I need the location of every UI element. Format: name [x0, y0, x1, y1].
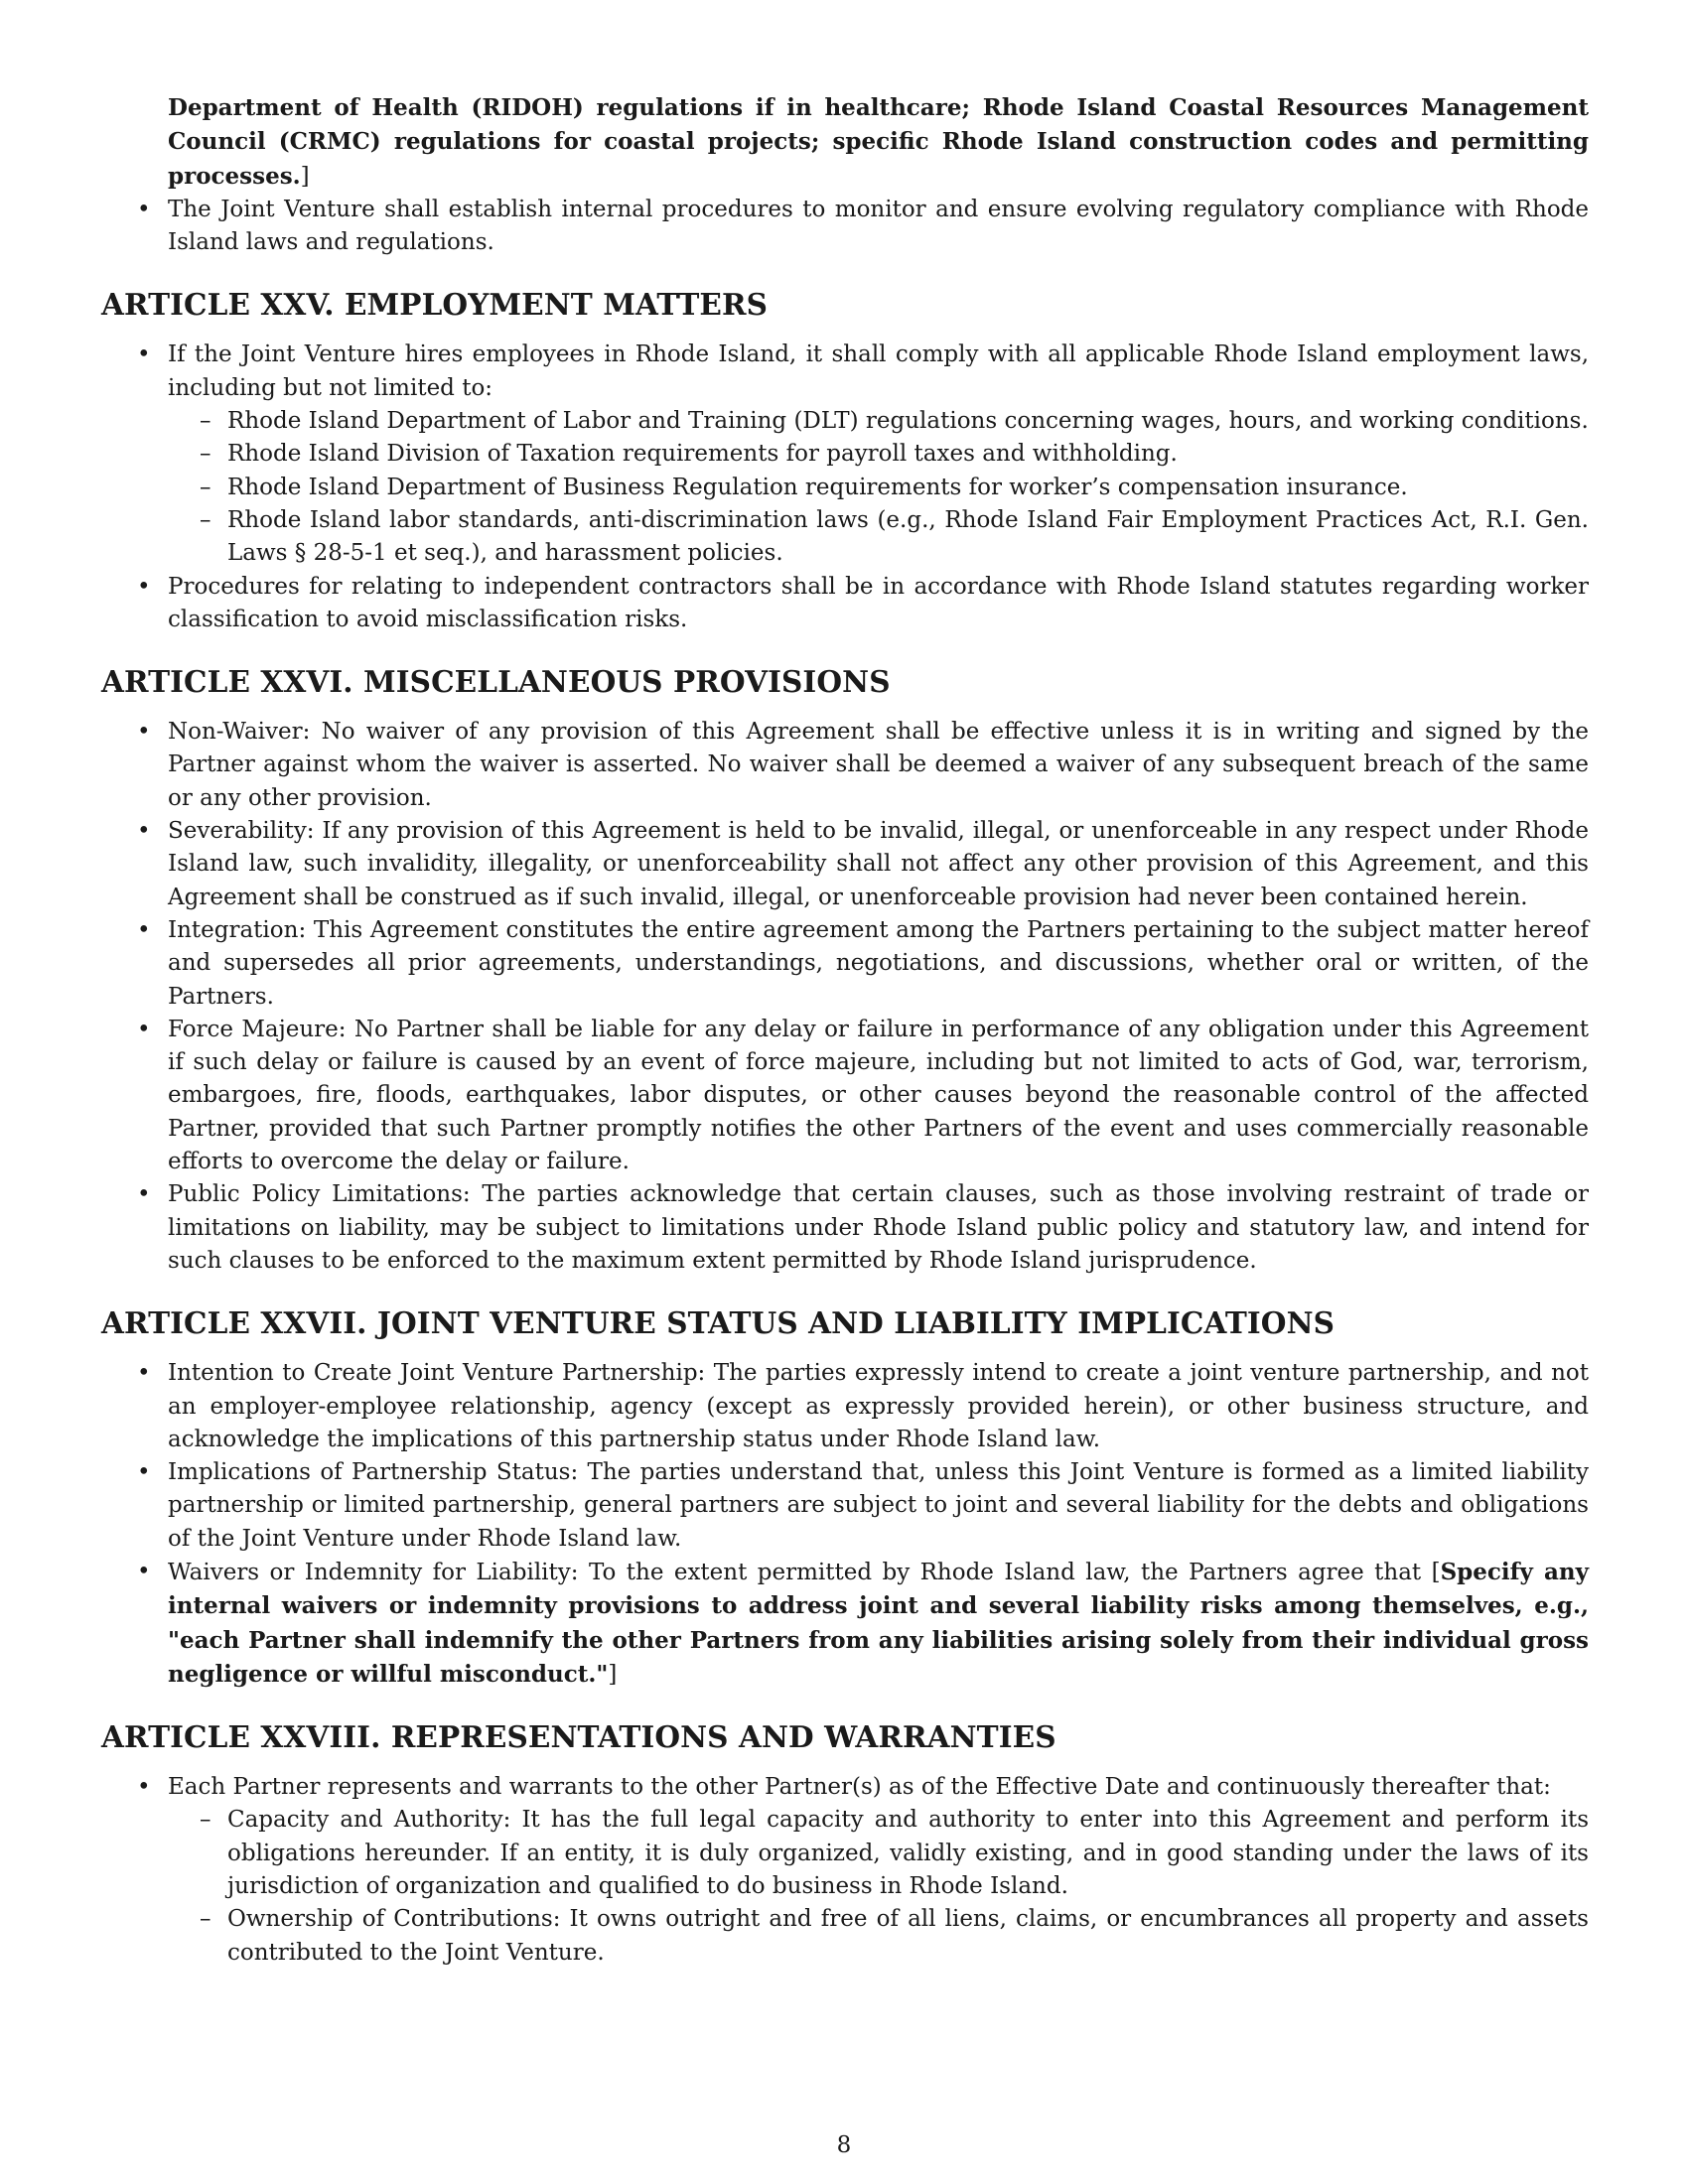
sub-list-item: – Capacity and Authority: It has the full legal capacity and authority to enter into this Agreement and perform its obligations hereunder. If an entity, it is duly organized, validly existing, and in good standing under the laws of its jurisdiction of organization and qualified to do business in Rhode Island.	[168, 1804, 1589, 1903]
sub-list-item: – Rhode Island Division of Taxation requirements for payroll taxes and withholding.	[168, 438, 1589, 471]
waiver-lead-text: Waivers or Indemnity for Liability: To the extent permitted by Rhode Island law, the Partners agree that [	[168, 1559, 1441, 1585]
list-item: • Integration: This Agreement constitutes the entire agreement among the Partners pertaining to the subject matter hereof and supersedes all prior agreements, understandings, negotiations, and discussions, whether oral or written, of the Partners.	[101, 914, 1589, 1014]
article-25-sublist	[168, 405, 1589, 570]
list-item: • Public Policy Limitations: The parties acknowledge that certain clauses, such as those involving restraint of trade or limitations on liability, may be subject to limitations under Rhode Island public policy and statutory law, and intend for such clauses to be enforced to the maximum extent permitted by Rhode Island jurisprudence.	[101, 1178, 1589, 1278]
list-item	[101, 1556, 1589, 1692]
list-item: • Non-Waiver: No waiver of any provision of this Agreement shall be effective unless it is in writing and signed by the Partner against whom the waiver is asserted. No waiver shall be deemed a waiver of any subsequent breach of the same or any other provision.	[101, 716, 1589, 815]
list-item-text: If the Joint Venture hires employees in Rhode Island, it shall comply with all applicable Rhode Island employment laws, including but not limited to:	[168, 341, 1589, 401]
sub-list-item: – Rhode Island Department of Business Regulation requirements for worker’s compensation insurance.	[168, 472, 1589, 504]
intro-bold-text: Department of Health (RIDOH) regulations if in healthcare; Rhode Island Coastal Resources Management Council (CRMC) regulations for coastal projects; specific Rhode Island construction codes and permitting processes.	[168, 94, 1589, 190]
list-item-text: Each Partner represents and warrants to the other Partner(s) as of the Effective Date and continuously thereafter that:	[168, 1774, 1551, 1801]
article-25-list	[101, 339, 1589, 636]
article-28-heading: ARTICLE XXVIII. REPRESENTATIONS AND WARRANTIES	[101, 1719, 1056, 1755]
list-item: • Procedures for relating to independent contractors shall be in accordance with Rhode Island statutes regarding worker classification to avoid misclassification risks.	[101, 571, 1589, 637]
intro-continuation	[168, 91, 1589, 194]
article-28-list	[101, 1771, 1589, 1970]
list-item: • Intention to Create Joint Venture Partnership: The parties expressly intend to create a joint venture partnership, and not an employer-employee relationship, agency (except as expressly provided herein), or other business structure, and acknowledge the implications of this partnership status under Rhode Island law.	[101, 1357, 1589, 1456]
list-item	[101, 1771, 1589, 1970]
list-item	[101, 339, 1589, 570]
article-26-heading: ARTICLE XXVI. MISCELLANEOUS PROVISIONS	[101, 664, 891, 700]
sub-list-item: – Rhode Island labor standards, anti-discrimination laws (e.g., Rhode Island Fair Employment Practices Act, R.I. Gen. Laws § 28-5-1 et seq.), and harassment policies.	[168, 504, 1589, 571]
list-item: • Implications of Partnership Status: The parties understand that, unless this Joint Venture is formed as a limited liability partnership or limited partnership, general partners are subject to joint and several liability for the debts and obligations of the Joint Venture under Rhode Island law.	[101, 1456, 1589, 1556]
waiver-close-bracket: ]	[608, 1661, 618, 1688]
intro-list	[101, 194, 1589, 260]
list-item: • Severability: If any provision of this Agreement is held to be invalid, illegal, or unenforceable in any respect under Rhode Island law, such invalidity, illegality, or unenforceability shall not affect any other provision of this Agreement, and this Agreement shall be construed as if such invalid, illegal, or unenforceable provision had never been contained herein.	[101, 815, 1589, 914]
article-27-list	[101, 1357, 1589, 1692]
page-number: 8	[836, 2132, 852, 2158]
article-28-sublist	[168, 1804, 1589, 1969]
article-26-list	[101, 716, 1589, 1278]
sub-list-item: – Rhode Island Department of Labor and Training (DLT) regulations concerning wages, hours, and working conditions.	[168, 405, 1589, 438]
waiver-bold-text: Specify any internal waivers or indemnity provisions to address joint and several liability risks among themselves, e.g., "each Partner shall indemnify the other Partners from any liabilities arising solely from their individual gross negligence or willful misconduct."	[168, 1558, 1589, 1688]
article-27-heading: ARTICLE XXVII. JOINT VENTURE STATUS AND LIABILITY IMPLICATIONS	[101, 1305, 1336, 1341]
list-item: • The Joint Venture shall establish internal procedures to monitor and ensure evolving regulatory compliance with Rhode Island laws and regulations.	[101, 194, 1589, 260]
article-25-heading: ARTICLE XXV. EMPLOYMENT MATTERS	[101, 287, 768, 323]
sub-list-item: – Ownership of Contributions: It owns outright and free of all liens, claims, or encumbrances all property and assets contributed to the Joint Venture.	[168, 1903, 1589, 1970]
list-item: • Force Majeure: No Partner shall be liable for any delay or failure in performance of any obligation under this Agreement if such delay or failure is caused by an event of force majeure, including but not limited to acts of God, war, terrorism, embargoes, fire, floods, earthquakes, labor disputes, or other causes beyond the reasonable control of the affected Partner, provided that such Partner promptly notifies the other Partners of the event and uses commercially reasonable efforts to overcome the delay or failure.	[101, 1014, 1589, 1178]
document-page	[101, 91, 1589, 1970]
intro-close-bracket: ]	[300, 163, 310, 190]
